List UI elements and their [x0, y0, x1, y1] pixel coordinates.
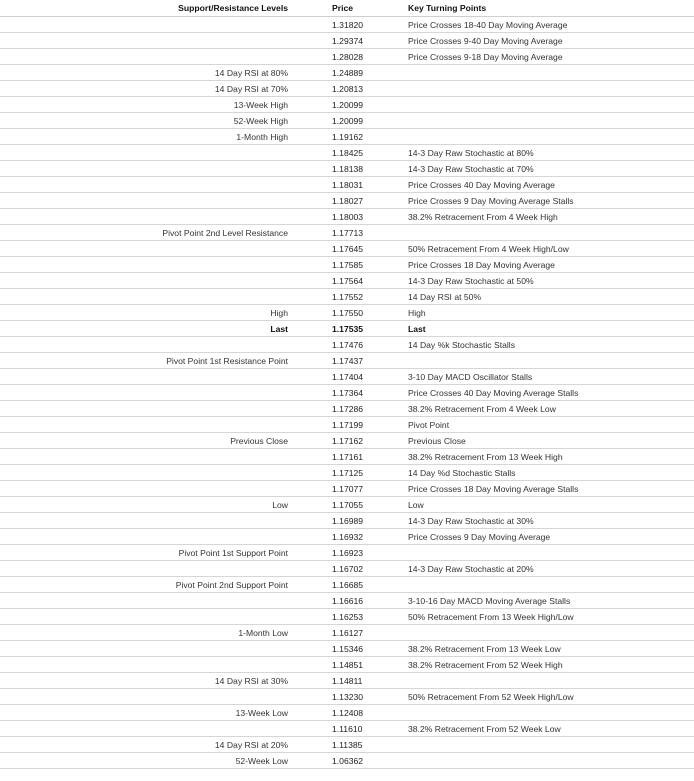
turning-point-cell [400, 737, 694, 753]
price-cell: 1.14811 [322, 673, 400, 689]
table-row [0, 337, 694, 353]
turning-point-cell: 14 Day RSI at 50% [400, 289, 694, 305]
price-cell: 1.29374 [322, 33, 400, 49]
turning-point-cell: 14-3 Day Raw Stochastic at 20% [400, 561, 694, 577]
price-cell: 1.28028 [322, 49, 400, 65]
table-header-row [0, 0, 694, 17]
level-cell [0, 385, 294, 401]
header-price: Price [322, 0, 400, 17]
level-cell [0, 641, 294, 657]
price-cell: 1.16616 [322, 593, 400, 609]
price-cell: 1.18138 [322, 161, 400, 177]
table-row [0, 369, 694, 385]
table-row [0, 753, 694, 769]
turning-point-cell [400, 65, 694, 81]
level-cell [0, 241, 294, 257]
spacer-cell [294, 449, 322, 465]
table-row [0, 353, 694, 369]
turning-point-cell: 14-3 Day Raw Stochastic at 50% [400, 273, 694, 289]
spacer-cell [294, 657, 322, 673]
price-cell: 1.06362 [322, 753, 400, 769]
price-cell: 1.14851 [322, 657, 400, 673]
spacer-cell [294, 561, 322, 577]
price-cell: 1.17585 [322, 257, 400, 273]
price-cell: 1.17125 [322, 465, 400, 481]
table-row [0, 385, 694, 401]
level-cell: Pivot Point 2nd Level Resistance [0, 225, 294, 241]
level-cell [0, 449, 294, 465]
level-cell [0, 721, 294, 737]
table-row [0, 33, 694, 49]
level-cell: 52-Week High [0, 113, 294, 129]
price-cell: 1.15346 [322, 641, 400, 657]
table-row [0, 497, 694, 513]
level-cell [0, 49, 294, 65]
price-cell: 1.17286 [322, 401, 400, 417]
spacer-cell [294, 33, 322, 49]
turning-point-cell: Price Crosses 40 Day Moving Average Stalls [400, 385, 694, 401]
price-cell: 1.24889 [322, 65, 400, 81]
price-cell: 1.17552 [322, 289, 400, 305]
price-cell: 1.17535 [322, 321, 400, 337]
turning-point-cell: 38.2% Retracement From 4 Week High [400, 209, 694, 225]
level-cell [0, 513, 294, 529]
table-row [0, 609, 694, 625]
price-cell: 1.31820 [322, 17, 400, 33]
price-cell: 1.17437 [322, 353, 400, 369]
spacer-cell [294, 177, 322, 193]
price-cell: 1.16685 [322, 577, 400, 593]
level-cell [0, 369, 294, 385]
turning-point-cell [400, 673, 694, 689]
level-cell [0, 401, 294, 417]
price-cell: 1.18425 [322, 145, 400, 161]
level-cell: 14 Day RSI at 30% [0, 673, 294, 689]
price-cell: 1.11385 [322, 737, 400, 753]
turning-point-cell: 50% Retracement From 52 Week High/Low [400, 689, 694, 705]
turning-point-cell: 3-10 Day MACD Oscillator Stalls [400, 369, 694, 385]
turning-point-cell: 14-3 Day Raw Stochastic at 30% [400, 513, 694, 529]
turning-point-cell: Previous Close [400, 433, 694, 449]
level-cell: 13-Week Low [0, 705, 294, 721]
level-cell: Pivot Point 2nd Support Point [0, 577, 294, 593]
table-row [0, 113, 694, 129]
turning-point-cell: Price Crosses 18-40 Day Moving Average [400, 17, 694, 33]
level-cell: High [0, 305, 294, 321]
price-cell: 1.20813 [322, 81, 400, 97]
turning-point-cell: 14 Day %d Stochastic Stalls [400, 465, 694, 481]
spacer-cell [294, 289, 322, 305]
table-row [0, 289, 694, 305]
spacer-cell [294, 193, 322, 209]
level-cell: Pivot Point 1st Support Point [0, 545, 294, 561]
header-spacer [294, 0, 322, 17]
turning-point-cell: Price Crosses 18 Day Moving Average [400, 257, 694, 273]
level-cell: Last [0, 321, 294, 337]
level-cell [0, 257, 294, 273]
table-row [0, 673, 694, 689]
spacer-cell [294, 81, 322, 97]
table-row [0, 689, 694, 705]
spacer-cell [294, 161, 322, 177]
turning-point-cell: Low [400, 497, 694, 513]
level-cell [0, 289, 294, 305]
turning-point-cell: Price Crosses 40 Day Moving Average [400, 177, 694, 193]
spacer-cell [294, 529, 322, 545]
table-row [0, 625, 694, 641]
spacer-cell [294, 641, 322, 657]
level-cell [0, 689, 294, 705]
spacer-cell [294, 49, 322, 65]
spacer-cell [294, 353, 322, 369]
price-cell: 1.17364 [322, 385, 400, 401]
spacer-cell [294, 753, 322, 769]
turning-point-cell [400, 753, 694, 769]
table-row [0, 225, 694, 241]
turning-point-cell: Price Crosses 18 Day Moving Average Stalls [400, 481, 694, 497]
turning-point-cell: 38.2% Retracement From 4 Week Low [400, 401, 694, 417]
level-cell: Low [0, 497, 294, 513]
table-row [0, 49, 694, 65]
price-cell: 1.17404 [322, 369, 400, 385]
price-cell: 1.17162 [322, 433, 400, 449]
spacer-cell [294, 369, 322, 385]
spacer-cell [294, 273, 322, 289]
table-body [0, 17, 694, 769]
spacer-cell [294, 321, 322, 337]
table-row [0, 401, 694, 417]
level-cell [0, 481, 294, 497]
level-cell: 14 Day RSI at 80% [0, 65, 294, 81]
table-row [0, 81, 694, 97]
table-row [0, 417, 694, 433]
spacer-cell [294, 385, 322, 401]
level-cell [0, 33, 294, 49]
price-cell: 1.17713 [322, 225, 400, 241]
price-cell: 1.18003 [322, 209, 400, 225]
table-row [0, 17, 694, 33]
table-row [0, 129, 694, 145]
table-row [0, 97, 694, 113]
table-row [0, 513, 694, 529]
table-row [0, 545, 694, 561]
turning-point-cell [400, 81, 694, 97]
level-cell [0, 17, 294, 33]
spacer-cell [294, 257, 322, 273]
spacer-cell [294, 241, 322, 257]
level-cell: 52-Week Low [0, 753, 294, 769]
level-cell [0, 593, 294, 609]
spacer-cell [294, 433, 322, 449]
turning-point-cell: Price Crosses 9-18 Day Moving Average [400, 49, 694, 65]
table-row [0, 657, 694, 673]
table-row [0, 241, 694, 257]
spacer-cell [294, 401, 322, 417]
turning-point-cell: Last [400, 321, 694, 337]
turning-point-cell: 14-3 Day Raw Stochastic at 80% [400, 145, 694, 161]
level-cell [0, 561, 294, 577]
table-row [0, 273, 694, 289]
table-row [0, 577, 694, 593]
price-cell: 1.18031 [322, 177, 400, 193]
price-cell: 1.19162 [322, 129, 400, 145]
spacer-cell [294, 481, 322, 497]
price-cell: 1.17199 [322, 417, 400, 433]
turning-point-cell: 14-3 Day Raw Stochastic at 70% [400, 161, 694, 177]
table-row [0, 145, 694, 161]
level-cell: 1-Month High [0, 129, 294, 145]
price-cell: 1.17645 [322, 241, 400, 257]
price-cell: 1.17077 [322, 481, 400, 497]
level-cell: 14 Day RSI at 20% [0, 737, 294, 753]
price-cell: 1.12408 [322, 705, 400, 721]
spacer-cell [294, 497, 322, 513]
turning-point-cell: Price Crosses 9-40 Day Moving Average [400, 33, 694, 49]
level-cell [0, 209, 294, 225]
spacer-cell [294, 689, 322, 705]
level-cell [0, 417, 294, 433]
table-row [0, 433, 694, 449]
spacer-cell [294, 609, 322, 625]
spacer-cell [294, 129, 322, 145]
spacer-cell [294, 337, 322, 353]
level-cell: 14 Day RSI at 70% [0, 81, 294, 97]
spacer-cell [294, 721, 322, 737]
turning-point-cell [400, 705, 694, 721]
level-cell [0, 465, 294, 481]
level-cell: 1-Month Low [0, 625, 294, 641]
table-row [0, 721, 694, 737]
table-row [0, 65, 694, 81]
level-cell [0, 161, 294, 177]
spacer-cell [294, 65, 322, 81]
turning-point-cell [400, 113, 694, 129]
price-cell: 1.17476 [322, 337, 400, 353]
spacer-cell [294, 305, 322, 321]
table-row [0, 209, 694, 225]
table-row [0, 593, 694, 609]
price-cell: 1.16923 [322, 545, 400, 561]
price-cell: 1.16932 [322, 529, 400, 545]
turning-point-cell [400, 97, 694, 113]
level-cell: 13-Week High [0, 97, 294, 113]
price-cell: 1.17161 [322, 449, 400, 465]
table-row [0, 529, 694, 545]
turning-point-cell: Pivot Point [400, 417, 694, 433]
spacer-cell [294, 113, 322, 129]
level-cell: Previous Close [0, 433, 294, 449]
spacer-cell [294, 545, 322, 561]
price-cell: 1.18027 [322, 193, 400, 209]
turning-point-cell [400, 577, 694, 593]
price-cell: 1.20099 [322, 97, 400, 113]
turning-point-cell: High [400, 305, 694, 321]
turning-point-cell: Price Crosses 9 Day Moving Average Stalls [400, 193, 694, 209]
turning-point-cell: Price Crosses 9 Day Moving Average [400, 529, 694, 545]
price-cell: 1.13230 [322, 689, 400, 705]
level-cell [0, 177, 294, 193]
turning-point-cell [400, 625, 694, 641]
turning-point-cell [400, 545, 694, 561]
level-cell [0, 273, 294, 289]
turning-point-cell: 3-10-16 Day MACD Moving Average Stalls [400, 593, 694, 609]
turning-point-cell: 14 Day %k Stochastic Stalls [400, 337, 694, 353]
spacer-cell [294, 417, 322, 433]
table-row [0, 481, 694, 497]
table-row [0, 449, 694, 465]
level-cell [0, 609, 294, 625]
price-cell: 1.16253 [322, 609, 400, 625]
turning-point-cell: 38.2% Retracement From 52 Week Low [400, 721, 694, 737]
table-row [0, 193, 694, 209]
price-cell: 1.17055 [322, 497, 400, 513]
spacer-cell [294, 593, 322, 609]
table-row [0, 705, 694, 721]
turning-point-cell: 50% Retracement From 13 Week High/Low [400, 609, 694, 625]
spacer-cell [294, 145, 322, 161]
level-cell [0, 145, 294, 161]
spacer-cell [294, 625, 322, 641]
table-row [0, 305, 694, 321]
level-cell [0, 657, 294, 673]
table-row [0, 737, 694, 753]
header-levels: Support/Resistance Levels [0, 0, 294, 17]
price-cell: 1.17564 [322, 273, 400, 289]
table-row [0, 177, 694, 193]
turning-point-cell: 38.2% Retracement From 13 Week Low [400, 641, 694, 657]
price-cell: 1.16702 [322, 561, 400, 577]
table-row [0, 321, 694, 337]
turning-point-cell: 38.2% Retracement From 13 Week High [400, 449, 694, 465]
price-cell: 1.16127 [322, 625, 400, 641]
header-key-turning-points: Key Turning Points [400, 0, 694, 17]
spacer-cell [294, 209, 322, 225]
level-cell [0, 337, 294, 353]
spacer-cell [294, 97, 322, 113]
level-cell [0, 193, 294, 209]
table-row [0, 465, 694, 481]
spacer-cell [294, 465, 322, 481]
price-cell: 1.17550 [322, 305, 400, 321]
spacer-cell [294, 17, 322, 33]
spacer-cell [294, 577, 322, 593]
table-row [0, 641, 694, 657]
turning-point-cell: 38.2% Retracement From 52 Week High [400, 657, 694, 673]
spacer-cell [294, 737, 322, 753]
turning-point-cell [400, 225, 694, 241]
spacer-cell [294, 673, 322, 689]
level-cell: Pivot Point 1st Resistance Point [0, 353, 294, 369]
turning-point-cell: 50% Retracement From 4 Week High/Low [400, 241, 694, 257]
table-row [0, 561, 694, 577]
price-cell: 1.20099 [322, 113, 400, 129]
table-row [0, 161, 694, 177]
price-cell: 1.16989 [322, 513, 400, 529]
spacer-cell [294, 513, 322, 529]
turning-point-cell [400, 353, 694, 369]
level-cell [0, 529, 294, 545]
turning-point-cell [400, 129, 694, 145]
spacer-cell [294, 225, 322, 241]
price-cell: 1.11610 [322, 721, 400, 737]
spacer-cell [294, 705, 322, 721]
table-row [0, 257, 694, 273]
